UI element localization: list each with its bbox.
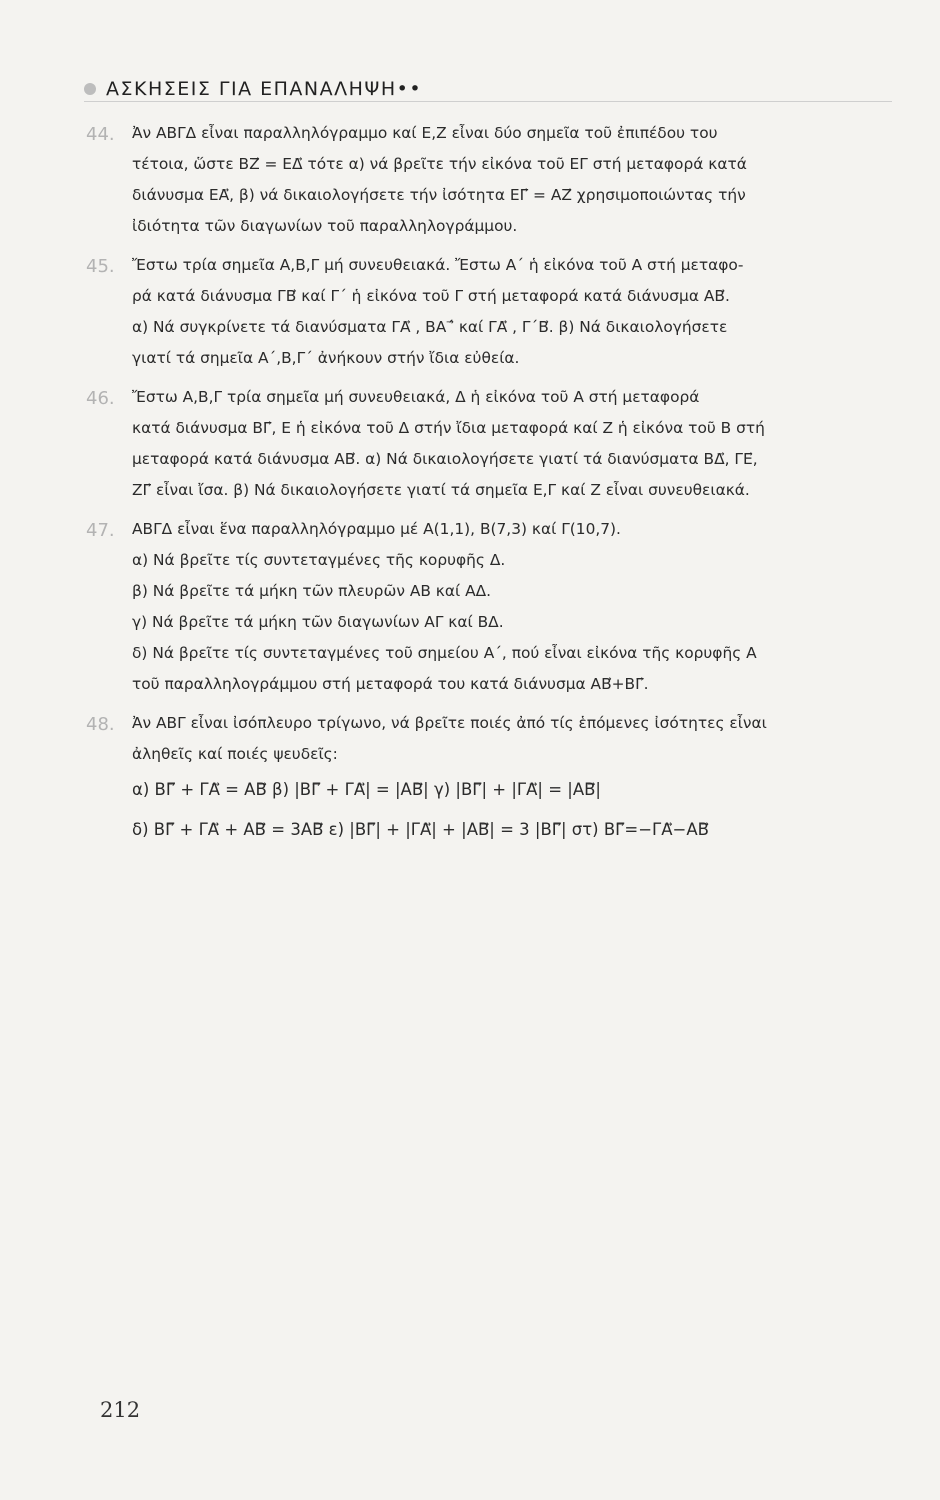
text-line: δ) Νά βρεῖτε τίς συντεταγμένες τοῦ σημείου Α΄, πού εἶναι εἰκόνα τῆς κορυφῆς Α — [132, 644, 757, 662]
text-line: α) Νά συγκρίνετε τά διανύσματα ΓΑ⃗ , ΒΑ΄⃗ καί ΓΑ⃗ , Γ΄Β⃗. β) Νά δικαιολογήσετε — [132, 318, 728, 336]
section-title: ΑΣΚΗΣΕΙΣ ΓΙΑ ΕΠΑΝΑΛΗΨΗ•• — [106, 78, 423, 100]
text-line: Ἀν ΑΒΓΔ εἶναι παραλληλόγραμμο καί Ε,Ζ εἶναι δύο σημεῖα τοῦ ἐπιπέδου του — [132, 124, 718, 142]
text-line: Ἔστω Α,Β,Γ τρία σημεῖα μή συνευθειακά, Δ ἡ εἰκόνα τοῦ Α στή μεταφορά — [132, 388, 700, 406]
exercise-44 — [86, 118, 896, 242]
exercise-47 — [86, 514, 896, 700]
page-number: 212 — [100, 1398, 141, 1422]
text-line: Ἀν ΑΒΓ εἶναι ἰσόπλευρο τρίγωνο, νά βρεῖτε ποιές ἀπό τίς ἑπόμενες ἰσότητες εἶναι — [132, 714, 767, 732]
text-line: μεταφορά κατά διάνυσμα ΑΒ⃗. α) Νά δικαιολογήσετε γιατί τά διανύσματα ΒΔ⃗, ΓΕ⃗, — [132, 450, 758, 468]
exercise-list — [86, 118, 896, 858]
text-line: τέτοια, ὥστε ΒΖ⃗ = ΕΔ⃗ τότε α) νά βρεῖτε τήν εἰκόνα τοῦ ΕΓ στή μεταφορά κατά — [132, 155, 747, 173]
exercise-45 — [86, 250, 896, 374]
exercise-number: 46. — [86, 388, 115, 409]
text-line: ΖΓ⃗ εἶναι ἴσα. β) Νά δικαιολογήσετε γιατί τά σημεῖα Ε,Γ καί Ζ εἶναι συνευθειακά. — [132, 481, 750, 499]
text-line: κατά διάνυσμα ΒΓ⃗, Ε ἡ εἰκόνα τοῦ Δ στήν ἴδια μεταφορά καί Ζ ἡ εἰκόνα τοῦ Β στή — [132, 419, 765, 437]
exercise-text — [132, 382, 896, 506]
text-line: ἀληθεῖς καί ποιές ψευδεῖς: — [132, 745, 338, 763]
exercise-number: 47. — [86, 520, 115, 541]
text-line: ἰδιότητα τῶν διαγωνίων τοῦ παραλληλογράμμου. — [132, 217, 518, 235]
section-header — [84, 78, 904, 100]
exercise-text — [132, 118, 896, 242]
equation-line: α) ΒΓ⃗ + ΓΑ⃗ = ΑΒ⃗ β) |ΒΓ⃗ + ΓΑ⃗| = |ΑΒ⃗| γ) |ΒΓ⃗| + |ΓΑ⃗| = |ΑΒ⃗| — [132, 780, 601, 799]
exercise-48 — [86, 708, 896, 850]
exercise-text — [132, 708, 896, 850]
exercise-text — [132, 250, 896, 374]
exercise-number: 45. — [86, 256, 115, 277]
text-line: διάνυσμα ΕΑ⃗, β) νά δικαιολογήσετε τήν ἰσότητα ΕΓ⃗ = ΑΖ⃗ χρησιμοποιώντας τήν — [132, 186, 746, 204]
exercise-number: 44. — [86, 124, 115, 145]
text-line: ΑΒΓΔ εἶναι ἕνα παραλληλόγραμμο μέ Α(1,1), Β(7,3) καί Γ(10,7). — [132, 520, 621, 538]
exercise-number: 48. — [86, 714, 115, 735]
text-line: α) Νά βρεῖτε τίς συντεταγμένες τῆς κορυφῆς Δ. — [132, 551, 506, 569]
equation-line: δ) ΒΓ⃗ + ΓΑ⃗ + ΑΒ⃗ = 3ΑΒ⃗ ε) |ΒΓ⃗| + |ΓΑ⃗| + |ΑΒ⃗| = 3 |ΒΓ⃗| στ) ΒΓ⃗=−ΓΑ⃗−ΑΒ⃗ — [132, 820, 709, 839]
text-line: γιατί τά σημεῖα Α΄,Β,Γ΄ ἀνήκουν στήν ἴδια εὐθεία. — [132, 349, 520, 367]
text-line: β) Νά βρεῖτε τά μήκη τῶν πλευρῶν ΑΒ καί ΑΔ. — [132, 582, 492, 600]
header-divider — [84, 101, 892, 102]
text-line: Ἔστω τρία σημεῖα Α,Β,Γ μή συνευθειακά. Ἔστω Α΄ ἡ εἰκόνα τοῦ Α στή μεταφο- — [132, 256, 744, 274]
exercise-text — [132, 514, 896, 700]
exercise-46 — [86, 382, 896, 506]
text-line: γ) Νά βρεῖτε τά μήκη τῶν διαγωνίων ΑΓ καί ΒΔ. — [132, 613, 504, 631]
bullet-icon — [84, 83, 96, 95]
text-line: ρά κατά διάνυσμα ΓΒ⃗ καί Γ΄ ἡ εἰκόνα τοῦ Γ στή μεταφορά κατά διάνυσμα ΑΒ⃗. — [132, 287, 730, 305]
text-line: τοῦ παραλληλογράμμου στή μεταφορά του κατά διάνυσμα ΑΒ⃗+ΒΓ⃗. — [132, 675, 649, 693]
